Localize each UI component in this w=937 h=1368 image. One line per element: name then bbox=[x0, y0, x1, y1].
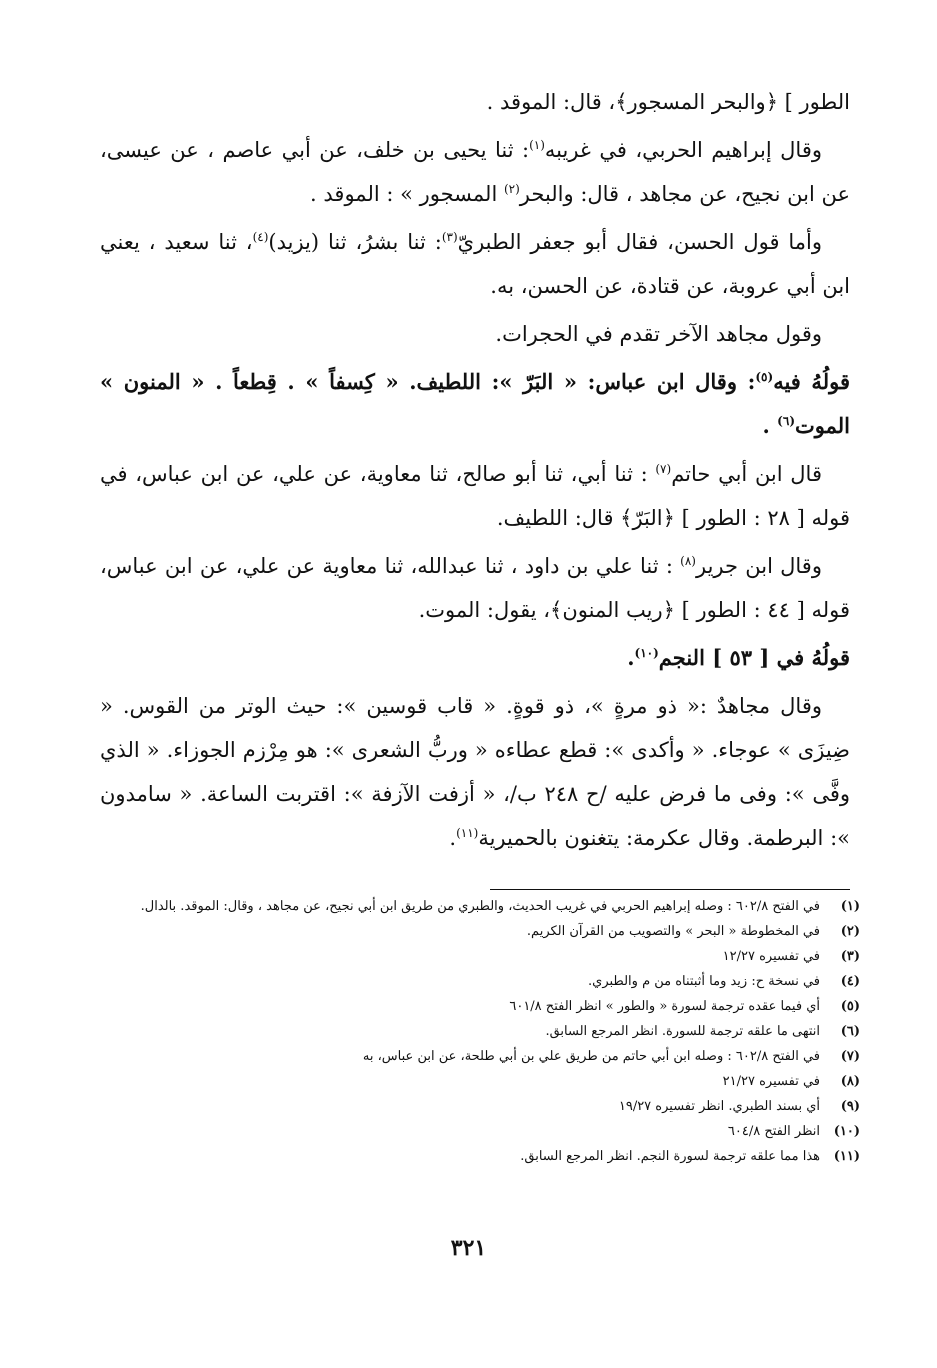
paragraph-5-heading bbox=[100, 360, 850, 448]
paragraph-text: . bbox=[627, 645, 635, 670]
paragraph-text: المسجور » : الموقد . bbox=[310, 182, 504, 206]
paragraph-text: وقول مجاهد الآخر تقدم في الحجرات. bbox=[495, 322, 822, 346]
footnote-ref: (٣) bbox=[441, 230, 458, 244]
paragraph-7 bbox=[100, 544, 850, 632]
footnote-item bbox=[100, 1019, 860, 1044]
footnote-item bbox=[100, 1144, 860, 1169]
footnote-number: (١٠) bbox=[833, 1124, 860, 1139]
footnote-number: (١١) bbox=[833, 1149, 860, 1164]
footnote-text: في الفتح ٦٠٢/٨ : وصله إبراهيم الحربي في غريب الحديث، والطبري من طريق ابن أبي نجيح، عن مجاهد ، وقال: الموقد. بالدال. bbox=[140, 899, 820, 914]
footnote-ref: (١١) bbox=[456, 826, 479, 840]
page-number: ٣٢١ bbox=[450, 1235, 487, 1261]
footnote-ref: (٢) bbox=[503, 182, 520, 196]
footnote-ref: (٥) bbox=[755, 370, 774, 384]
footnote-text: في تفسيره ١٢/٢٧ bbox=[722, 949, 820, 964]
footnote-number: (٢) bbox=[840, 924, 860, 939]
paragraph-8-heading bbox=[100, 636, 850, 680]
footnote-number: (٤) bbox=[840, 974, 860, 989]
footnote-item bbox=[100, 994, 860, 1019]
footnote-text: انظر الفتح ٦٠٤/٨ bbox=[727, 1124, 820, 1139]
paragraph-text: : ثنا بشرُ، ثنا (يزيد) bbox=[268, 230, 442, 254]
paragraph-text: وقال ابن جرير bbox=[695, 554, 822, 578]
paragraph-9 bbox=[100, 684, 850, 860]
footnote-ref: (٧) bbox=[655, 462, 672, 476]
footnote-text: في تفسيره ٢١/٢٧ bbox=[722, 1074, 820, 1089]
paragraph-text: قولُهُ فيه bbox=[773, 369, 850, 394]
footnote-number: (١) bbox=[840, 899, 860, 914]
paragraph-text: وقال مجاهدٌ :« ذو مرةٍ »، ذو قوةٍ. « قاب قوسين »: حيث الوتر من القوس. « ضِيزَى » عوجاء. « وأكدى »: قطع عطاءه « وربُّ الشعرى »: هو مِرْزم الجوزاء. « الذي وفَّى »: وفى ما فرض عليه /ح ٢٤٨ ب/، « أزفت الآزفة »: اقتربت الساعة. « سامدون »: البرطمة. وقال عكرمة: يتغنون بالحميرية bbox=[100, 694, 851, 850]
paragraph-1 bbox=[100, 80, 850, 124]
paragraph-text: قال ابن أبي حاتم bbox=[671, 462, 822, 486]
paragraph-3 bbox=[100, 220, 850, 308]
paragraph-text: ، ثنا سعيد ، يعني ابن أبي عروبة، عن قتادة، عن الحسن، به. bbox=[100, 230, 850, 298]
footnote-number: (٧) bbox=[840, 1049, 860, 1064]
footnote-ref: (٦) bbox=[777, 414, 795, 428]
paragraph-text: : ثنا يحيى بن خلف، عن أبي عاصم ، عن عيسى، عن ابن نجيح، عن مجاهد ، قال: والبحر bbox=[100, 138, 850, 206]
footnote-text: انتهى ما علقه ترجمة للسورة. انظر المرجع السابق. bbox=[545, 1024, 820, 1039]
footnote-item bbox=[100, 969, 860, 994]
footnote-item bbox=[100, 894, 860, 919]
footnote-text: في الفتح ٦٠٢/٨ : وصله ابن أبي حاتم من طريق علي بن أبي طلحة، عن ابن عباس، به bbox=[362, 1049, 820, 1064]
footnote-text: أي بسند الطبري. انظر تفسيره ١٩/٢٧ bbox=[618, 1099, 820, 1114]
footnote-text: في المخطوطة « البحر » والتصويب من القرآن الكريم. bbox=[526, 924, 820, 939]
footnote-number: (٦) bbox=[840, 1024, 860, 1039]
main-text bbox=[100, 80, 850, 864]
footnote-item bbox=[100, 1119, 860, 1144]
paragraph-text: : ثنا أبي، ثنا أبو صالح، ثنا معاوية، عن علي، عن ابن عباس، في قوله [ ٢٨ : الطور ] ﴿البَرّ﴾ قال: اللطيف. bbox=[100, 462, 850, 530]
footnote-ref: (١٠) bbox=[634, 646, 659, 660]
footnote-number: (٣) bbox=[840, 949, 860, 964]
footnote-text: هذا مما علقه ترجمة لسورة النجم. انظر المرجع السابق. bbox=[520, 1149, 820, 1164]
footnotes bbox=[100, 894, 860, 1169]
footnote-item bbox=[100, 944, 860, 969]
footnote-ref: (٤) bbox=[252, 230, 269, 244]
footnote-number: (٨) bbox=[840, 1074, 860, 1089]
paragraph-text: : ثنا علي بن داود ، ثنا عبدالله، ثنا معاوية عن علي، عن ابن عباس، قوله [ ٤٤ : الطور ] ﴿ريب المنون﴾، يقول: الموت. bbox=[100, 554, 850, 622]
footnote-divider bbox=[490, 889, 850, 890]
footnote-ref: (٨) bbox=[680, 554, 696, 568]
footnote-text: أي فيما عقده ترجمة لسورة « والطور » انظر الفتح ٦٠١/٨ bbox=[509, 999, 820, 1014]
footnote-ref: (١) bbox=[529, 138, 545, 152]
paragraph-text: وأما قول الحسن، فقال أبو جعفر الطبريّ bbox=[457, 230, 822, 254]
paragraph-text: . bbox=[762, 413, 778, 438]
paragraph-text: قولُهُ في [ ٥٣ ] النجم bbox=[658, 645, 850, 670]
footnote-number: (٥) bbox=[840, 999, 860, 1014]
footnote-item bbox=[100, 1069, 860, 1094]
paragraph-6 bbox=[100, 452, 850, 540]
paragraph-text: : وقال ابن عباس: « البَرّ »: اللطيف. « كِسفاً » . قِطعاً . « المنون » الموت bbox=[100, 369, 850, 438]
paragraph-text: . bbox=[449, 826, 457, 850]
paragraph-text: وقال إبراهيم الحربي، في غريبه bbox=[544, 138, 822, 162]
footnote-item bbox=[100, 919, 860, 944]
paragraph-4 bbox=[100, 312, 850, 356]
paragraph-2 bbox=[100, 128, 850, 216]
footnote-item bbox=[100, 1094, 860, 1119]
footnote-text: في نسخة ح: زيد وما أثبتناه من م والطبري. bbox=[588, 974, 820, 989]
paragraph-text: الطور ] ﴿والبحر المسجور﴾، قال: الموقد . bbox=[486, 90, 850, 114]
footnote-number: (٩) bbox=[840, 1099, 860, 1114]
footnote-item bbox=[100, 1044, 860, 1069]
